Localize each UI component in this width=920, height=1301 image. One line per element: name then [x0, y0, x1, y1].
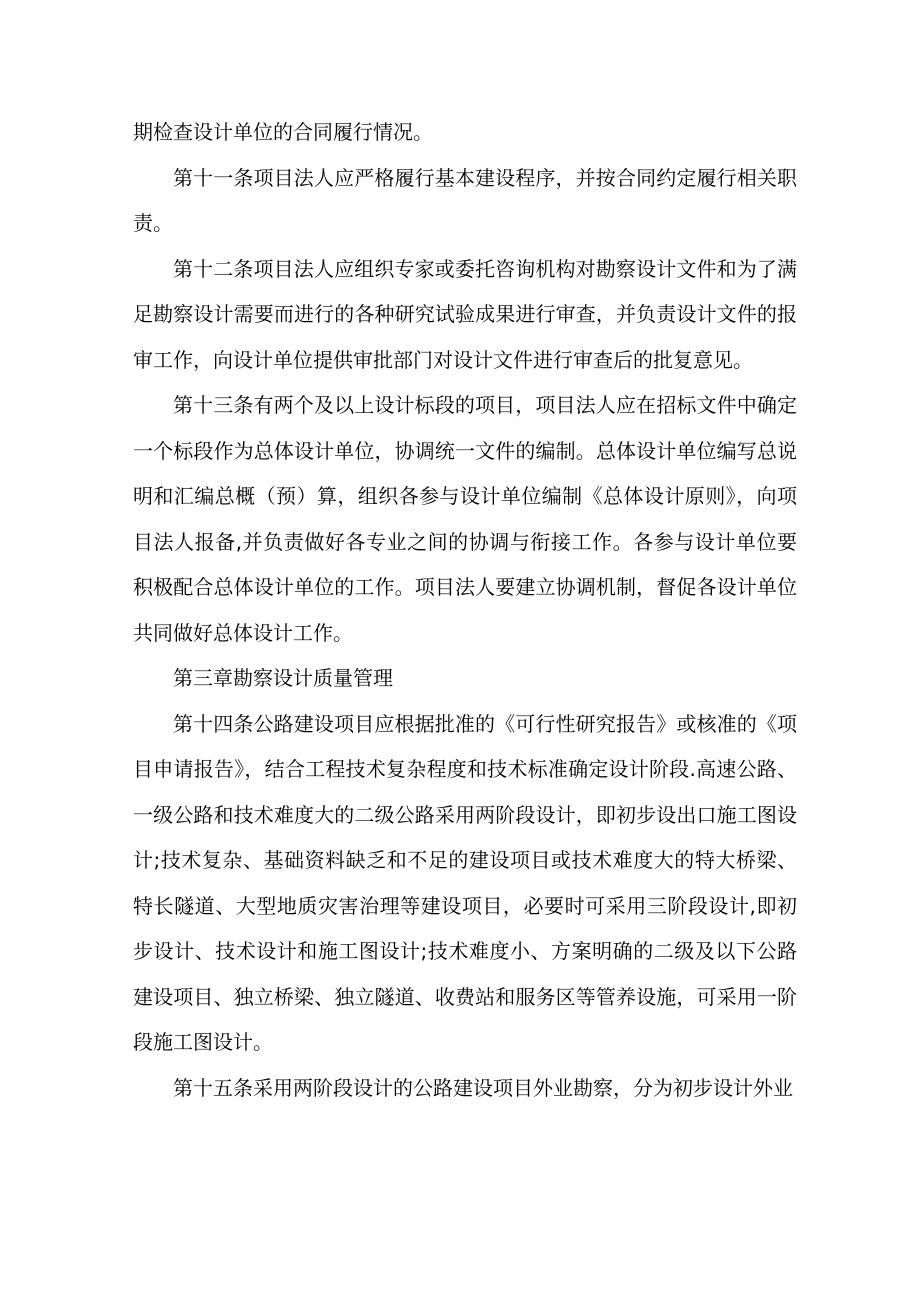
paragraph-article-13: 第十三条有两个及以上设计标段的项目，项目法人应在招标文件中确定一个标段作为总体设计单位，协调统一文件的编制。总体设计单位编写总说明和汇编总概（预）算，组织各参与设计单位编制《总体设计原则》，向项目法人报备,并负责做好各专业之间的协调与衔接工作。各参与设计单位要积极配合总体设计单位的工作。项目法人要建立协调机制，督促各设计单位共同做好总体设计工作。: [133, 393, 797, 645]
paragraph-article-12: 第十二条项目法人应组织专家或委托咨询机构对勘察设计文件和为了满足勘察设计需要而进行的各种研究试验成果进行审查，并负责设计文件的报审工作，向设计单位提供审批部门对设计文件进行审查后的批复意见。: [133, 256, 797, 372]
paragraph-article-11: 第十一条项目法人应严格履行基本建设程序，并按合同约定履行相关职责。: [133, 165, 797, 235]
paragraph-article-15: 第十五条采用两阶段设计的公路建设项目外业勘察，分为初步设计外业: [173, 1075, 793, 1100]
document-page: [133, 0, 797, 1111]
chapter-3-heading: 第三章勘察设计质量管理: [173, 666, 393, 690]
paragraph-article-14: 第十四条公路建设项目应根据批准的《可行性研究报告》或核准的《项目申请报告》，结合工程技术复杂程度和技术标准确定设计阶段.高速公路、一级公路和技术难度大的二级公路采用两阶段设计，即初步设出口施工图设计;技术复杂、基础资料缺乏和不足的建设项目或技术难度大的特大桥梁、特长隧道、大型地质灾害治理等建设项目，必要时可采用三阶段设计,即初步设计、技术设计和施工图设计;技术难度小、方案明确的二级及以下公路建设项目、独立桥梁、独立隧道、收费站和服务区等管养设施，可采用一阶段施工图设计。: [133, 711, 797, 1054]
paragraph-contract-performance: 期检查设计单位的合同履行情况。: [133, 120, 433, 144]
